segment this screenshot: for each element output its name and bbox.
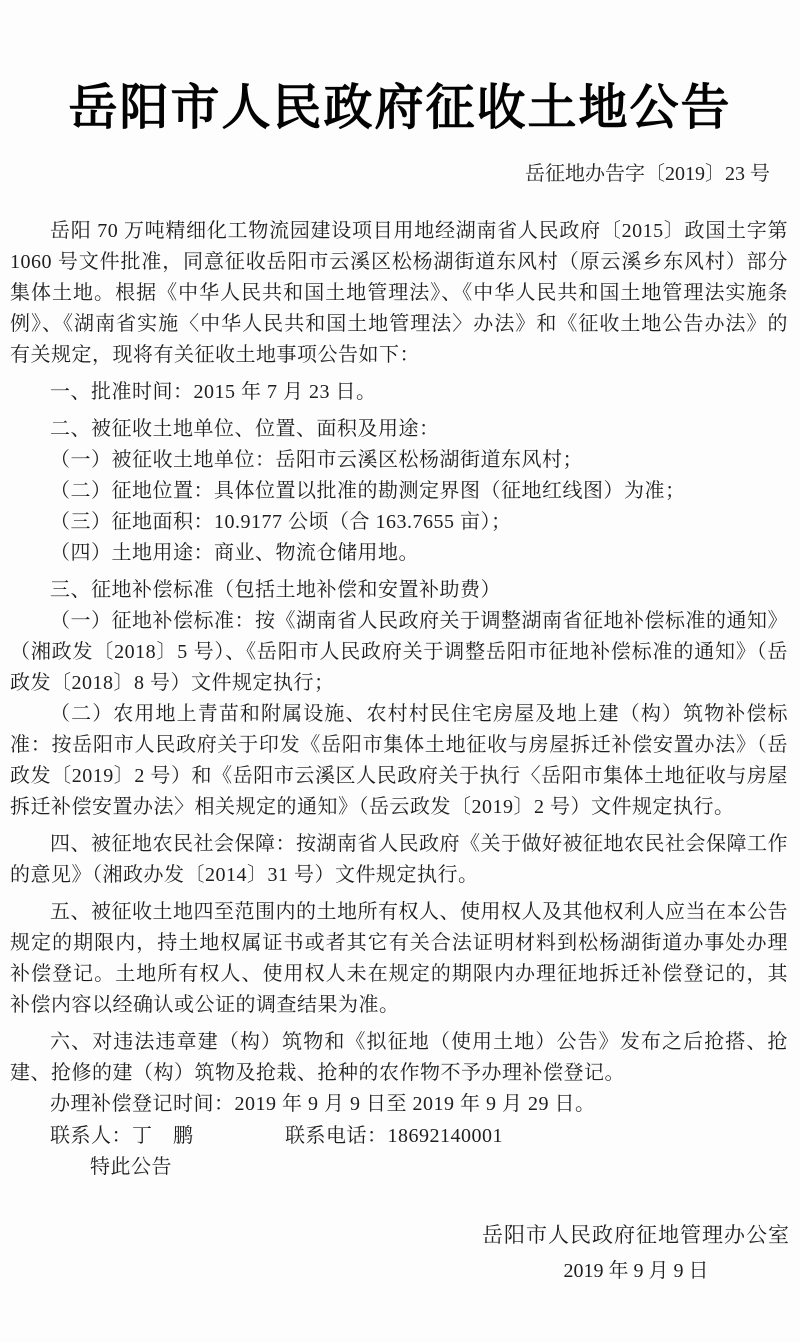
closing-statement: 特此公告 (90, 1156, 172, 1178)
announcement-body (0, 216, 800, 1183)
section-registration-requirement: 五、被征收土地四至范围内的土地所有权人、使用权人及其他权利人应当在本公告规定的期限内，持土地权属证书或者其它有关合法证明材料到松杨湖街道办事处办理补偿登记。土地所有权人、使用权人未在规定的期限内办理征地拆迁补偿登记的，其补偿内容以经确认或公证的调查结果为准。 (10, 901, 788, 1016)
item-land-use: （四）土地用途：商业、物流仓储用地。 (50, 542, 419, 564)
item-land-location: （二）征地位置：具体位置以批准的勘测定界图（征地红线图）为准； (50, 480, 686, 502)
doc-number: 岳征地办告字〔2019〕23 号 (525, 163, 770, 185)
section-compensation-standard: 三、征地补偿标准（包括土地补偿和安置补助费） (50, 579, 501, 601)
item-compensation-standard: （一）征地补偿标准：按《湖南省人民政府关于调整湖南省征地补偿标准的通知》（湘政发〔2018〕5 号）、《岳阳市人民政府关于调整岳阳市征地补偿标准的通知》（岳政发〔2018〕8 号）文件规定执行； (10, 610, 788, 694)
contact-person: 联系人：丁 鹏 (50, 1125, 194, 1147)
section-social-security: 四、被征地农民社会保障：按湖南省人民政府《关于做好被征地农民社会保障工作的意见》（湘政办发〔2014〕31 号）文件规定执行。 (10, 833, 788, 886)
contact-row (10, 1121, 788, 1152)
signature-block (0, 1221, 800, 1284)
signature-inner (482, 1221, 790, 1284)
intro-paragraph: 岳阳 70 万吨精细化工物流园建设项目用地经湖南省人民政府〔2015〕政国土字第 1060 号文件批准，同意征收岳阳市云溪区松杨湖街道东风村（原云溪乡东风村）部分集体土地。根据《中华人民共和国土地管理法》、《中华人民共和国土地管理法实施条例》、《湖南省实施〈中华人民共和国土地管理法〉办法》和《征收土地公告办法》的有关规定，现将有关征收土地事项公告如下： (10, 220, 788, 366)
contact-phone: 联系电话：18692140001 (285, 1125, 503, 1147)
item-attachment-compensation: （二）农用地上青苗和附属设施、农村村民住宅房屋及地上建（构）筑物补偿标准：按岳阳市人民政府关于印发《岳阳市集体土地征收与房屋拆迁补偿安置办法》（岳政发〔2019〕2 号）和《岳阳市云溪区人民政府关于执行〈岳阳市集体土地征收与房屋拆迁补偿安置办法〉相关规定的通知》（岳云政发〔2019〕2 号）文件规定执行。 (10, 703, 788, 818)
registration-time: 办理补偿登记时间：2019 年 9 月 9 日至 2019 年 9 月 29 日。 (50, 1093, 596, 1115)
section-land-info: 二、被征收土地单位、位置、面积及用途： (50, 418, 440, 440)
page-title: 岳阳市人民政府征收土地公告 (68, 81, 732, 135)
signature-office: 岳阳市人民政府征地管理办公室 (482, 1223, 790, 1247)
item-land-unit: （一）被征收土地单位：岳阳市云溪区松杨湖街道东风村； (50, 449, 583, 471)
signature-date: 2019 年 9 月 9 日 (563, 1260, 709, 1282)
item-land-area: （三）征地面积：10.9177 公顷（合 163.7655 亩）； (50, 511, 512, 533)
section-approval-time: 一、批准时间：2015 年 7 月 23 日。 (50, 381, 377, 403)
section-illegal-structures: 六、对违法违章建（构）筑物和《拟征地（使用土地）公告》发布之后抢搭、抢建、抢修的建（构）筑物及抢栽、抢种的农作物不予办理补偿登记。 (10, 1031, 788, 1084)
